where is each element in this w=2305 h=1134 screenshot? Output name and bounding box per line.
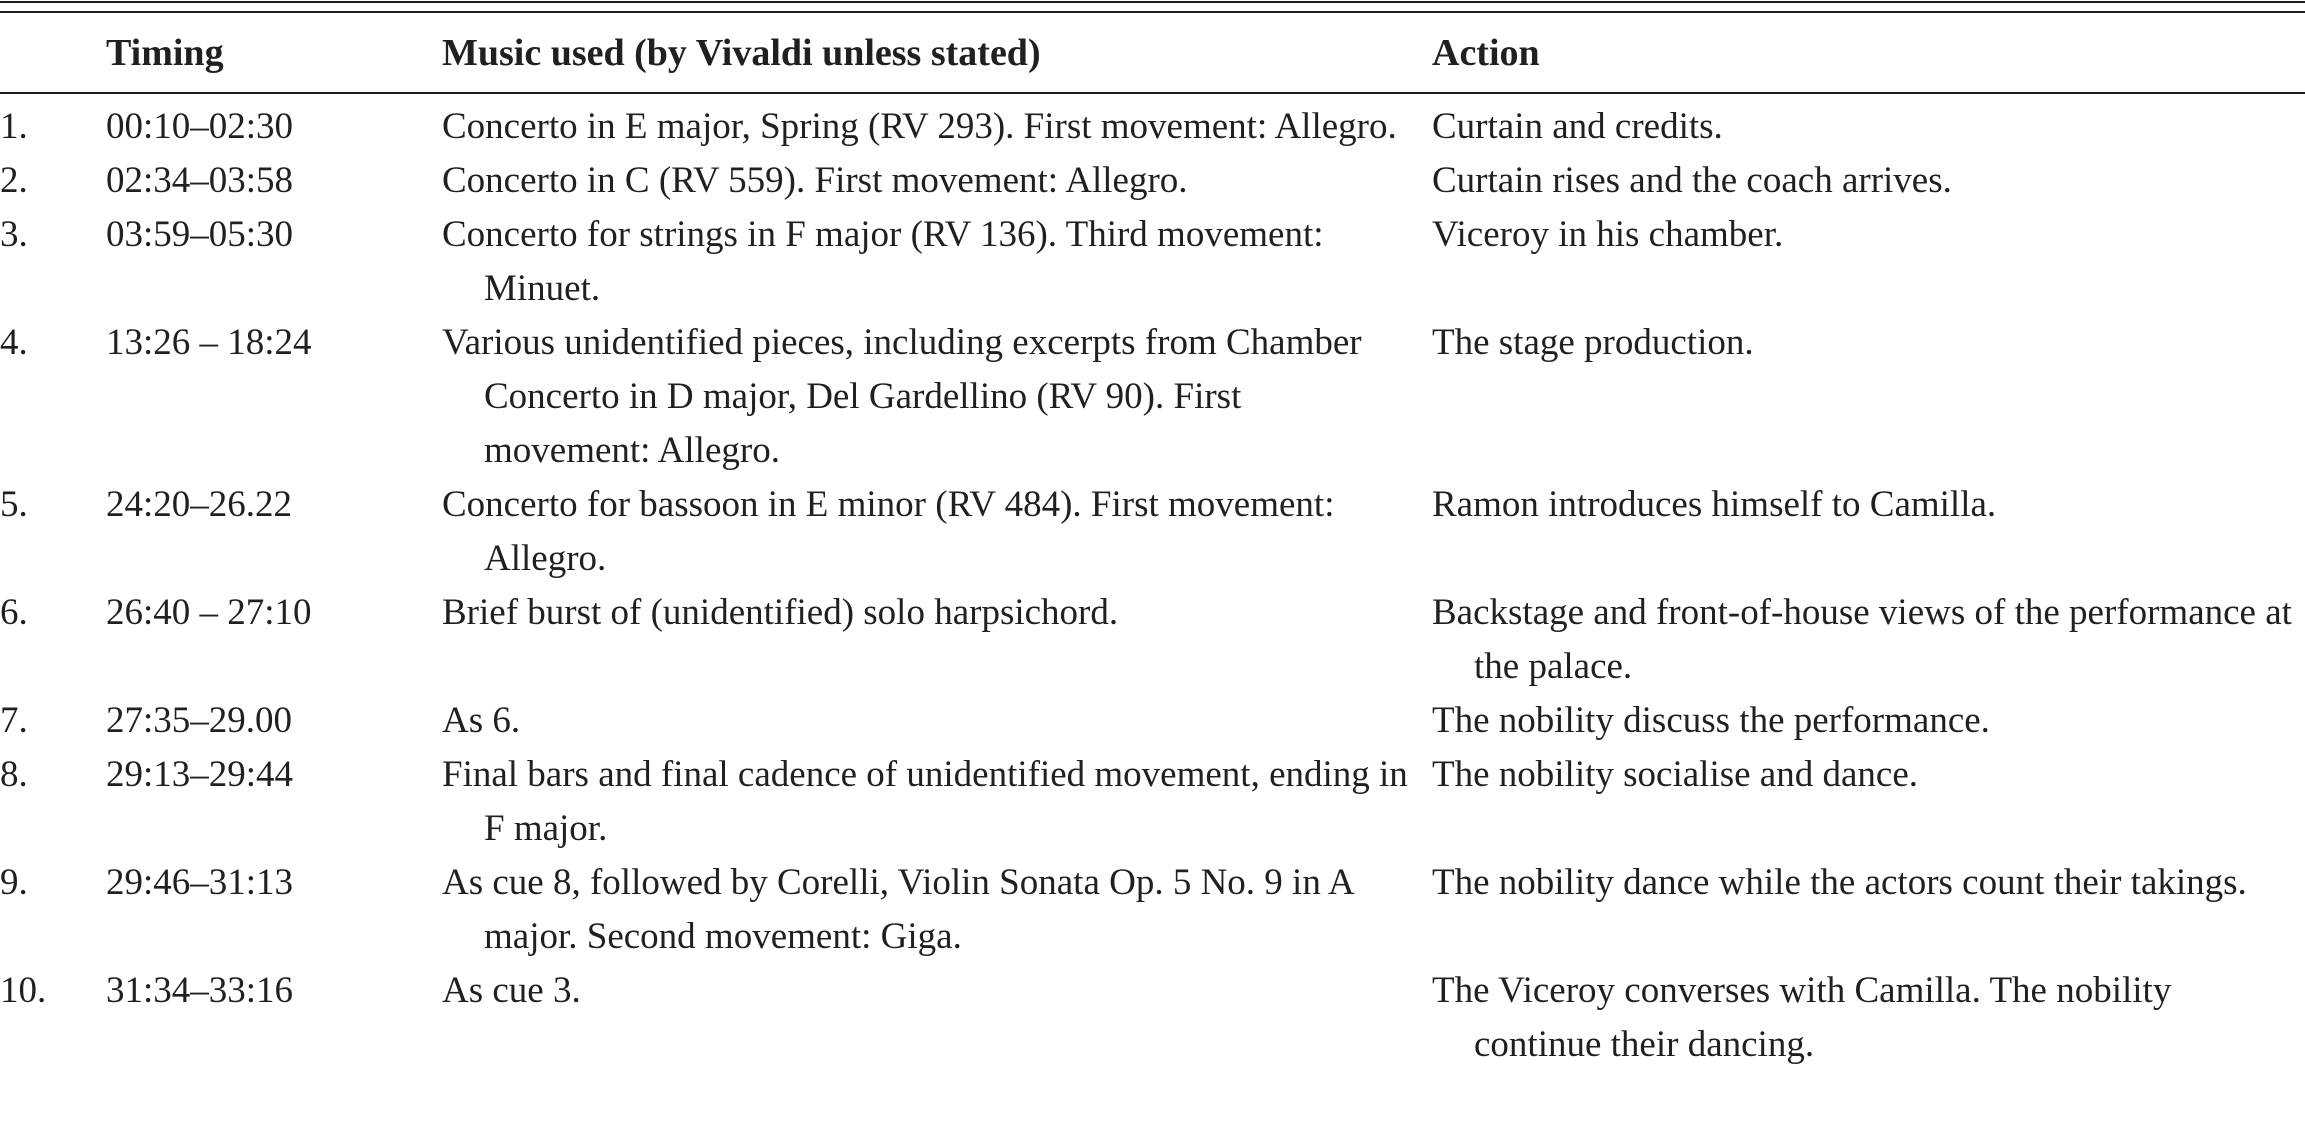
cue-music: Concerto for bassoon in E minor (RV 484). First movement: Allegro. xyxy=(442,484,1335,579)
cue-music: Various unidentified pieces, including excerpts from Chamber Concerto in D major, Del Gardellino (RV 90). First movement: Allegro. xyxy=(442,322,1362,471)
cue-action: Ramon introduces himself to Camilla. xyxy=(1432,484,1997,525)
cue-number: 5. xyxy=(0,484,28,525)
table-header-row xyxy=(0,26,2305,82)
table-row xyxy=(0,82,2305,154)
table-row xyxy=(0,748,2305,856)
cue-music: As cue 3. xyxy=(442,970,581,1011)
cue-number: 2. xyxy=(0,160,28,201)
cue-number: 7. xyxy=(0,700,28,741)
cue-action: The Viceroy converses with Camilla. The nobility continue their dancing. xyxy=(1432,970,2172,1065)
cue-action: The nobility dance while the actors count their takings. xyxy=(1432,862,2247,903)
table-row xyxy=(0,154,2305,208)
table-row xyxy=(0,964,2305,1072)
cue-timing: 03:59–05:30 xyxy=(106,214,294,255)
header-action: Action xyxy=(1432,32,1540,74)
cue-music: As cue 8, followed by Corelli, Violin Sonata Op. 5 No. 9 in A major. Second movement: Giga. xyxy=(442,862,1353,957)
cue-number: 8. xyxy=(0,754,28,795)
cue-timing: 00:10–02:30 xyxy=(106,106,294,147)
cue-number: 10. xyxy=(0,970,47,1011)
table-row xyxy=(0,694,2305,748)
table-top-rule xyxy=(0,1,2305,3)
cue-timing: 02:34–03:58 xyxy=(106,160,294,201)
cue-action: Viceroy in his chamber. xyxy=(1432,214,1784,255)
header-music: Music used (by Vivaldi unless stated) xyxy=(442,32,1041,74)
cue-number: 4. xyxy=(0,322,28,363)
music-cue-table xyxy=(0,26,2305,1072)
cue-action: The nobility discuss the performance. xyxy=(1432,700,1990,741)
cue-action: The stage production. xyxy=(1432,322,1754,363)
cue-timing: 26:40 – 27:10 xyxy=(106,592,312,633)
cue-number: 9. xyxy=(0,862,28,903)
cue-timing: 27:35–29.00 xyxy=(106,700,293,741)
cue-action: The nobility socialise and dance. xyxy=(1432,754,1918,795)
cue-timing: 13:26 – 18:24 xyxy=(106,322,312,363)
cue-action: Curtain rises and the coach arrives. xyxy=(1432,160,1952,201)
cue-timing: 29:46–31:13 xyxy=(106,862,294,903)
table-top-rule-inner xyxy=(0,11,2305,13)
cue-music: As 6. xyxy=(442,700,521,741)
cue-timing: 24:20–26.22 xyxy=(106,484,293,525)
table-row xyxy=(0,478,2305,586)
cue-music: Brief burst of (unidentified) solo harpsichord. xyxy=(442,592,1119,633)
cue-music: Concerto in C (RV 559). First movement: Allegro. xyxy=(442,160,1188,201)
cue-number: 3. xyxy=(0,214,28,255)
table-row xyxy=(0,586,2305,694)
table-row xyxy=(0,856,2305,964)
cue-music: Concerto for strings in F major (RV 136). Third movement: Minuet. xyxy=(442,214,1324,309)
cue-music: Concerto in E major, Spring (RV 293). First movement: Allegro. xyxy=(442,106,1397,147)
cue-action: Curtain and credits. xyxy=(1432,106,1723,147)
header-timing: Timing xyxy=(106,32,224,74)
cue-action: Backstage and front-of-house views of the performance at the palace. xyxy=(1432,592,2292,687)
cue-timing: 29:13–29:44 xyxy=(106,754,294,795)
cue-timing: 31:34–33:16 xyxy=(106,970,294,1011)
cue-music: Final bars and final cadence of unidentified movement, ending in F major. xyxy=(442,754,1408,849)
table-row xyxy=(0,316,2305,478)
cue-number: 1. xyxy=(0,106,28,147)
cue-number: 6. xyxy=(0,592,28,633)
table-row xyxy=(0,208,2305,316)
header-number xyxy=(0,26,106,82)
